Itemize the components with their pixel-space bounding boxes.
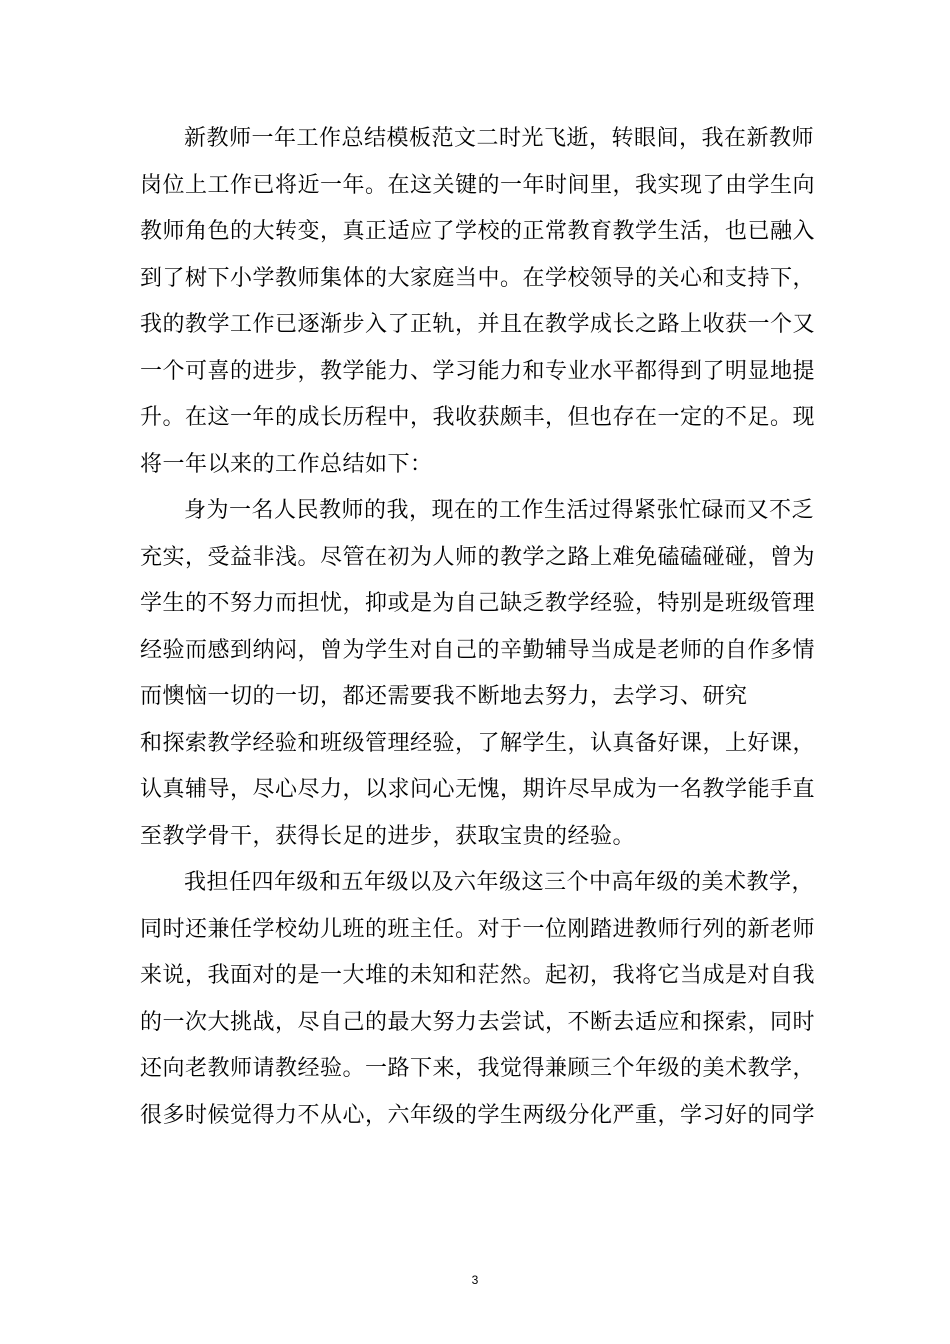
paragraph-line: 而懊恼一切的一切，都还需要我不断地去努力，去学习、研究	[140, 684, 748, 709]
paragraph-line: 将一年以来的工作总结如下：	[140, 451, 433, 477]
paragraph-line: 新教师一年工作总结模板范文二时光飞逝，转眼间，我在新教师	[184, 126, 815, 151]
paragraph-line: 一个可喜的进步，教学能力、学习能力和专业水平都得到了明显地提	[140, 358, 816, 384]
page-number: 3	[471, 1273, 479, 1287]
paragraph-line: 的一次大挑战，尽自己的最大努力去尝试，不断去适应和探索，同时	[140, 1009, 816, 1035]
paragraph-line: 来说，我面对的是一大堆的未知和茫然。起初，我将它当成是对自我	[140, 963, 816, 988]
paragraph-line: 同时还兼任学校幼儿班的班主任。对于一位刚踏进教师行列的新老师	[140, 916, 816, 942]
paragraph-line: 到了树下小学教师集体的大家庭当中。在学校领导的关心和支持下，	[140, 265, 816, 291]
paragraph-1	[140, 116, 820, 488]
paragraph-line: 升。在这一年的成长历程中，我收获颇丰，但也存在一定的不足。现	[140, 405, 816, 430]
paragraph-line: 很多时候觉得力不从心，六年级的学生两级分化严重，学习好的同学	[140, 1102, 816, 1128]
paragraph-line: 身为一名人民教师的我，现在的工作生活过得紧张忙碌而又不乏	[184, 498, 815, 523]
paragraph-line: 至教学骨干，获得长足的进步，获取宝贵的经验。	[140, 823, 636, 849]
paragraph-line: 学生的不努力而担忧，抑或是为自己缺乏教学经验，特别是班级管理	[140, 591, 816, 616]
document-body	[140, 116, 820, 1139]
paragraph-line: 岗位上工作已将近一年。在这关键的一年时间里，我实现了由学生向	[140, 172, 816, 198]
paragraph-line: 教师角色的大转变，真正适应了学校的正常教育教学生活，也已融入	[140, 219, 816, 244]
paragraph-line: 经验而感到纳闷，曾为学生对自己的辛勤辅导当成是老师的自作多情	[140, 637, 816, 663]
paragraph-3	[140, 860, 820, 1139]
paragraph-line: 我的教学工作已逐渐步入了正轨，并且在教学成长之路上收获一个又	[140, 312, 816, 337]
paragraph-2	[140, 488, 820, 860]
paragraph-line: 认真辅导，尽心尽力，以求问心无愧，期许尽早成为一名教学能手直	[140, 777, 816, 802]
paragraph-line: 充实，受益非浅。尽管在初为人师的教学之路上难免磕磕碰碰，曾为	[140, 544, 816, 570]
paragraph-line: 我担任四年级和五年级以及六年级这三个中高年级的美术教学，	[184, 870, 815, 895]
paragraph-line: 和探索教学经验和班级管理经验，了解学生，认真备好课，上好课，	[140, 730, 816, 756]
paragraph-line: 还向老教师请教经验。一路下来，我觉得兼顾三个年级的美术教学，	[140, 1056, 816, 1081]
